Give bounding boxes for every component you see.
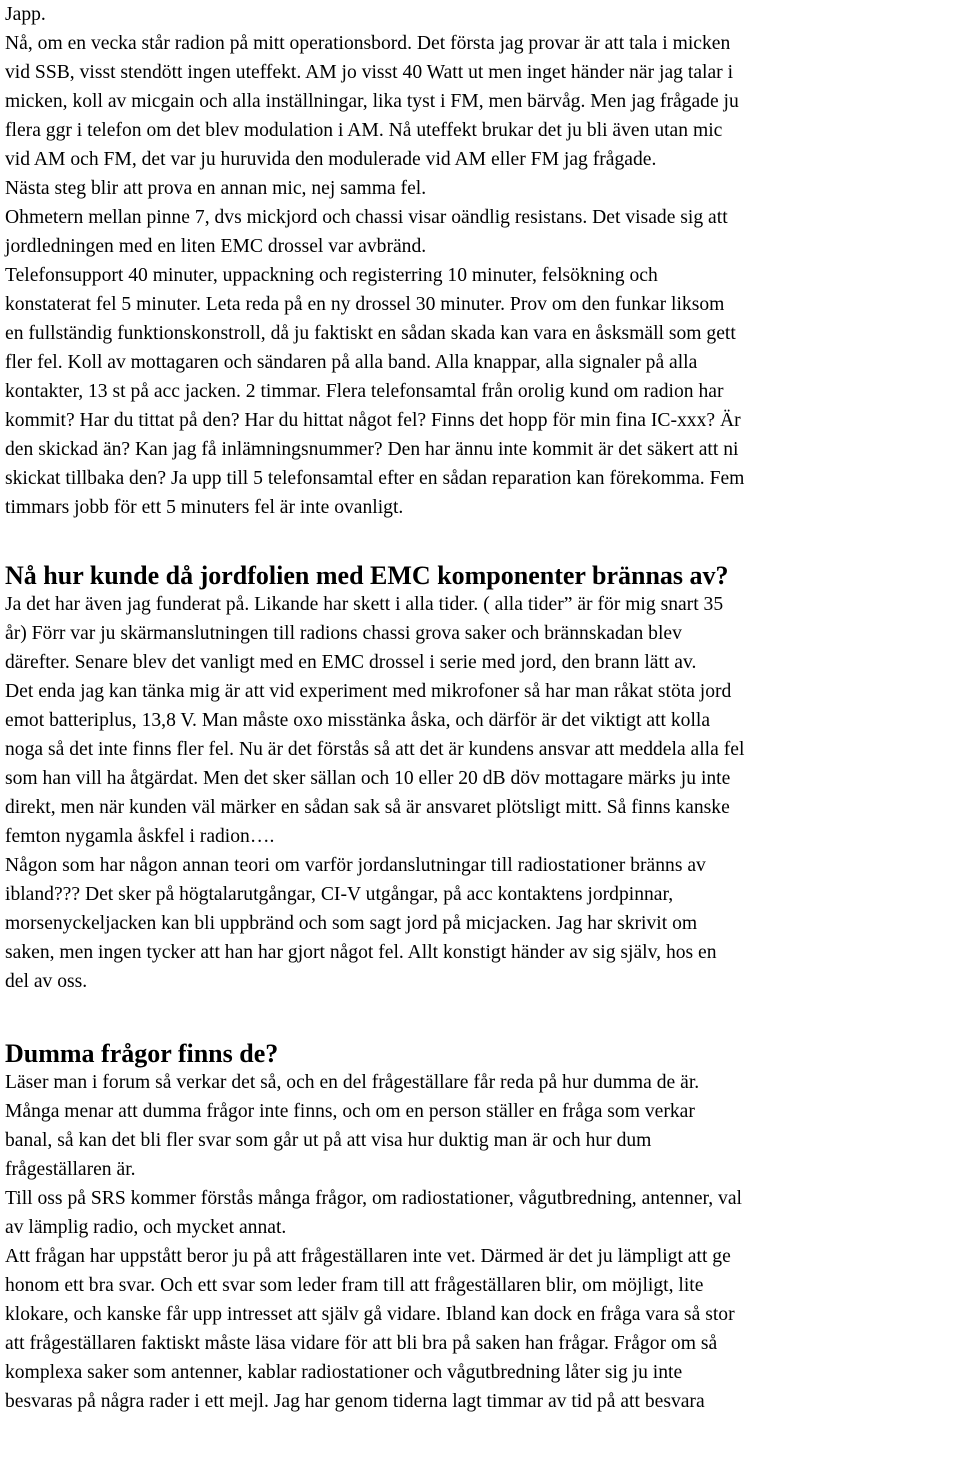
paragraph-line: vid AM och FM, det var ju huruvida den modulerade vid AM eller FM jag frågade.: [5, 149, 657, 170]
section-repair-story: [5, 0, 960, 522]
paragraph-line: Telefonsupport 40 minuter, uppackning och registerring 10 minuter, felsökning och: [5, 265, 658, 286]
paragraph-line: morsenyckeljacken kan bli uppbränd och som sagt jord på micjacken. Jag har skrivit om: [5, 913, 698, 934]
paragraph-line: skickat tillbaka den? Ja upp till 5 telefonsamtal efter en sådan reparation kan förekomma. Fem: [5, 468, 745, 489]
paragraph-line: av lämplig radio, och mycket annat.: [5, 1217, 287, 1238]
paragraph-line: Japp.: [5, 4, 46, 25]
paragraph-line: Någon som har någon annan teori om varför jordanslutningar till radiostationer bränns av: [5, 855, 706, 876]
paragraph-line: fler fel. Koll av mottagaren och sändaren på alla band. Alla knappar, alla signaler på alla: [5, 352, 698, 373]
paragraph-line: konstaterat fel 5 minuter. Leta reda på en ny drossel 30 minuter. Prov om den funkar liksom: [5, 294, 725, 315]
paragraph-line: en fullständig funktionskonstroll, då ju faktiskt en sådan skada kan vara en åsksmäll som gett: [5, 323, 736, 344]
paragraph-line: Nästa steg blir att prova en annan mic, nej samma fel.: [5, 178, 427, 199]
paragraph-line: noga så det inte finns fler fel. Nu är det förstås så att det är kundens ansvar att meddela alla fel: [5, 739, 745, 760]
paragraph-line: del av oss.: [5, 971, 88, 992]
paragraph-line: ibland??? Det sker på högtalarutgångar, CI-V utgångar, på acc kontaktens jordpinnar,: [5, 884, 674, 905]
paragraph-line: Ja det har även jag funderat på. Likande har skett i alla tider. ( alla tider” är för mig snart 35: [5, 594, 724, 615]
paragraph-line: Att frågan har uppstått beror ju på att frågeställaren inte vet. Därmed är det ju lämpligt att ge: [5, 1246, 731, 1267]
paragraph-line: Det enda jag kan tänka mig är att vid experiment med mikrofoner så har man råkat stöta jord: [5, 681, 732, 702]
paragraph-line: som han vill ha åtgärdat. Men det sker sällan och 10 eller 20 dB döv mottagare märks ju inte: [5, 768, 731, 789]
paragraph-line: femton nygamla åskfel i radion….: [5, 826, 275, 847]
section-dumb-questions: [5, 1038, 960, 1416]
paragraph-line: micken, koll av micgain och alla inställningar, lika tyst i FM, men bärvåg. Men jag frågade ju: [5, 91, 739, 112]
paragraph-line: Till oss på SRS kommer förstås många frågor, om radiostationer, vågutbredning, antenner, val: [5, 1188, 742, 1209]
paragraph-line: besvaras på några rader i ett mejl. Jag har genom tiderna lagt timmar av tid på att besvara: [5, 1391, 705, 1412]
paragraph-line: Nå, om en vecka står radion på mitt operationsbord. Det första jag provar är att tala i micken: [5, 33, 731, 54]
paragraph-line: jordledningen med en liten EMC drossel var avbränd.: [5, 236, 427, 257]
section-heading: Dumma frågor finns de?: [5, 1039, 279, 1068]
paragraph-line: kontakter, 13 st på acc jacken. 2 timmar. Flera telefonsamtal från orolig kund om radion har: [5, 381, 724, 402]
paragraph-line: kommit? Har du tittat på den? Har du hittat något fel? Finns det hopp för min fina IC-xxx? Är: [5, 410, 741, 431]
paragraph-line: timmars jobb för ett 5 minuters fel är inte ovanligt.: [5, 497, 404, 518]
paragraph-line: komplexa saker som antenner, kablar radiostationer och vågutbredning låter sig ju inte: [5, 1362, 683, 1383]
paragraph-line: år) Förr var ju skärmanslutningen till radions chassi grova saker och brännskadan blev: [5, 623, 682, 644]
paragraph-line: direkt, men när kunden väl märker en sådan sak så är ansvaret plötsligt mitt. Så finns kanske: [5, 797, 730, 818]
paragraph-line: att frågeställaren faktiskt måste läsa vidare för att bli bra på saken han frågar. Frågor om så: [5, 1333, 718, 1354]
paragraph-line: banal, så kan det bli fler svar som går ut på att visa hur duktig man är och hur dum: [5, 1130, 652, 1151]
paragraph-line: därefter. Senare blev det vanligt med en EMC drossel i serie med jord, den brann lätt av.: [5, 652, 697, 673]
paragraph-line: klokare, och kanske får upp intresset att själv gå vidare. Ibland kan dock en fråga vara så stor: [5, 1304, 735, 1325]
paragraph-line: Många menar att dumma frågor inte finns, och om en person ställer en fråga som verkar: [5, 1101, 695, 1122]
paragraph-line: Ohmetern mellan pinne 7, dvs mickjord och chassi visar oändlig resistans. Det visade sig att: [5, 207, 728, 228]
section-heading: Nå hur kunde då jordfolien med EMC komponenter brännas av?: [5, 561, 729, 590]
paragraph-line: Läser man i forum så verkar det så, och en del frågeställare får reda på hur dumma de är.: [5, 1072, 700, 1093]
section-ground-foil: [5, 560, 960, 996]
paragraph-line: saken, men ingen tycker att han har gjort något fel. Allt konstigt händer av sig själv, hos en: [5, 942, 717, 963]
paragraph-line: emot batteriplus, 13,8 V. Man måste oxo misstänka åska, och därför är det viktigt att kolla: [5, 710, 711, 731]
paragraph-line: flera ggr i telefon om det blev modulation i AM. Nå uteffekt brukar det ju bli även utan mic: [5, 120, 723, 141]
paragraph-line: vid SSB, visst stendött ingen uteffekt. AM jo visst 40 Watt ut men inget händer när jag talar i: [5, 62, 734, 83]
paragraph-line: den skickad än? Kan jag få inlämningsnummer? Den har ännu inte kommit är det säkert att ni: [5, 439, 739, 460]
paragraph-line: frågeställaren är.: [5, 1159, 136, 1180]
paragraph-line: honom ett bra svar. Och ett svar som leder fram till att frågeställaren blir, om möjligt, lite: [5, 1275, 704, 1296]
